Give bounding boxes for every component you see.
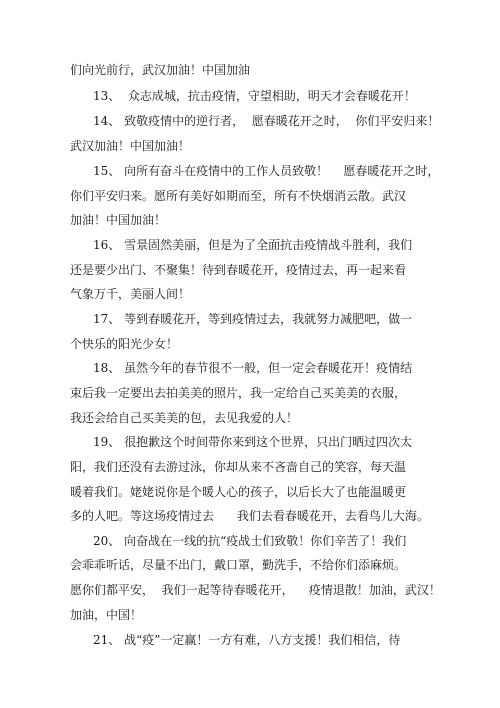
text-line: 多的人吧。等这场疫情过去 我们去看春暖花开，去看鸟儿大海。 [70,509,429,523]
text-line: 气象万千，美丽人间！ [70,287,191,301]
text-line: 你们平安归来。愿所有美好如期而至，所有不快烟消云散。武汉 [70,189,407,203]
text-line: 我还会给自己买美美的包，去见我爱的人！ [70,411,299,425]
text-line: 14、 致敬疫情中的逆行者， 愿春暖花开之时， 你们平安归来！ [93,114,440,128]
text-line: 愿你们都平安， 我们一起等待春暖花开， 疫情退散！加油，武汉！ [70,583,441,597]
text-line: 加油！中国加油！ [70,213,167,227]
text-line: 20、 向奋战在一线的抗“疫战士们致敬！你们辛苦了！我们 [93,534,407,548]
text-line: 武汉加油！中国加油！ [70,139,191,153]
text-line: 们向光前行，武汉加油！中国加油 [70,63,251,77]
text-line: 束后我一定要出去拍美美的照片，我一定给自己买美美的衣服， [70,386,407,400]
text-line: 21、 战“疫”一定赢！一方有难，八方支援！我们相信，待 [93,633,401,647]
text-line: 17、 等到春暖花开，等到疫情过去，我就努力减肥吧，做一 [93,312,413,326]
text-line: 会乖乖听话，尽量不出门，戴口罩，勤洗手，不给你们添麻烦。 [70,558,407,572]
text-line: 15、 向所有奋斗在疫情中的工作人员致敬！ 愿春暖花开之时， [93,164,440,178]
text-line: 18、 虽然今年的春节很不一般，但一定会春暖花开！疫情结 [93,361,413,375]
text-line: 19、 很抱歉这个时间带你来到这个世界，只出门晒过四次太 [93,435,413,449]
text-line: 13、 众志成城，抗击疫情，守望相助，明天才会春暖花开！ [93,89,416,103]
text-line: 还是要少出门、不聚集！待到春暖花开，疫情过去，再一起来看 [70,263,407,277]
text-line: 暖着我们。姥姥说你是个暖人心的孩子，以后长大了也能温暖更 [70,485,407,499]
text-line: 16、 雪景固然美丽，但是为了全面抗击疫情战斗胜利，我们 [93,238,413,252]
text-line: 个快乐的阳光少女！ [70,337,179,351]
text-line: 加油，中国！ [70,608,143,622]
text-line: 阳，我们还没有去游过泳，你却从来不吝啬自己的笑容，每天温 [70,460,407,474]
